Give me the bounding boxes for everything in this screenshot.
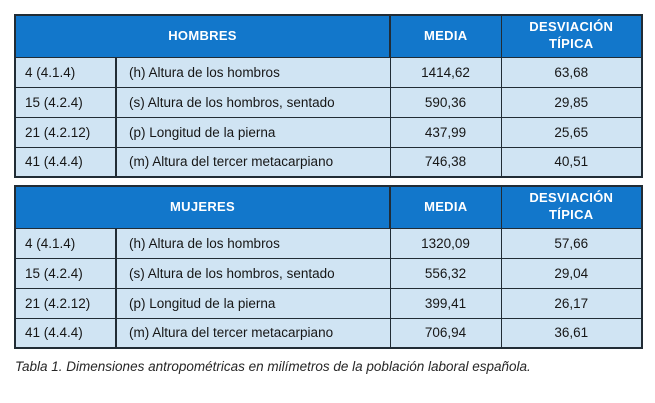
cell-media: 399,41 <box>390 288 501 318</box>
cell-code: 41 (4.4.4) <box>15 318 116 348</box>
table-row <box>15 228 642 258</box>
cell-desviacion: 57,66 <box>501 228 642 258</box>
cell-code: 4 (4.1.4) <box>15 57 116 87</box>
cell-media: 437,99 <box>390 117 501 147</box>
cell-media: 1320,09 <box>390 228 501 258</box>
cell-description: (h) Altura de los hombros <box>116 228 390 258</box>
table-row <box>15 288 642 318</box>
cell-desviacion: 36,61 <box>501 318 642 348</box>
cell-desviacion: 29,04 <box>501 258 642 288</box>
cell-description: (p) Longitud de la pierna <box>116 117 390 147</box>
cell-desviacion: 40,51 <box>501 147 642 177</box>
column-header-desviacion: DESVIACIÓN TÍPICA <box>501 15 642 57</box>
table-header-row <box>15 186 642 228</box>
table-row <box>15 57 642 87</box>
cell-code: 41 (4.4.4) <box>15 147 116 177</box>
cell-description: (s) Altura de los hombros, sentado <box>116 87 390 117</box>
cell-code: 15 (4.2.4) <box>15 258 116 288</box>
table-title-hombres: HOMBRES <box>15 15 390 57</box>
table-mujeres <box>14 185 643 349</box>
table-header-row <box>15 15 642 57</box>
cell-code: 21 (4.2.12) <box>15 288 116 318</box>
cell-code: 4 (4.1.4) <box>15 228 116 258</box>
cell-media: 1414,62 <box>390 57 501 87</box>
cell-description: (m) Altura del tercer metacarpiano <box>116 147 390 177</box>
cell-desviacion: 63,68 <box>501 57 642 87</box>
table-row <box>15 117 642 147</box>
cell-desviacion: 26,17 <box>501 288 642 318</box>
cell-media: 746,38 <box>390 147 501 177</box>
cell-code: 21 (4.2.12) <box>15 117 116 147</box>
cell-description: (h) Altura de los hombros <box>116 57 390 87</box>
table-row <box>15 87 642 117</box>
cell-code: 15 (4.2.4) <box>15 87 116 117</box>
cell-desviacion: 25,65 <box>501 117 642 147</box>
cell-desviacion: 29,85 <box>501 87 642 117</box>
table-caption: Tabla 1. Dimensiones antropométricas en milímetros de la población laboral española. <box>15 359 531 374</box>
cell-media: 590,36 <box>390 87 501 117</box>
cell-media: 556,32 <box>390 258 501 288</box>
table-title-mujeres: MUJERES <box>15 186 390 228</box>
column-header-media: MEDIA <box>390 186 501 228</box>
cell-description: (m) Altura del tercer metacarpiano <box>116 318 390 348</box>
column-header-desviacion: DESVIACIÓN TÍPICA <box>501 186 642 228</box>
table-row <box>15 147 642 177</box>
table-hombres <box>14 14 643 178</box>
cell-description: (s) Altura de los hombros, sentado <box>116 258 390 288</box>
table-row <box>15 318 642 348</box>
column-header-media: MEDIA <box>390 15 501 57</box>
cell-description: (p) Longitud de la pierna <box>116 288 390 318</box>
cell-media: 706,94 <box>390 318 501 348</box>
table-row <box>15 258 642 288</box>
